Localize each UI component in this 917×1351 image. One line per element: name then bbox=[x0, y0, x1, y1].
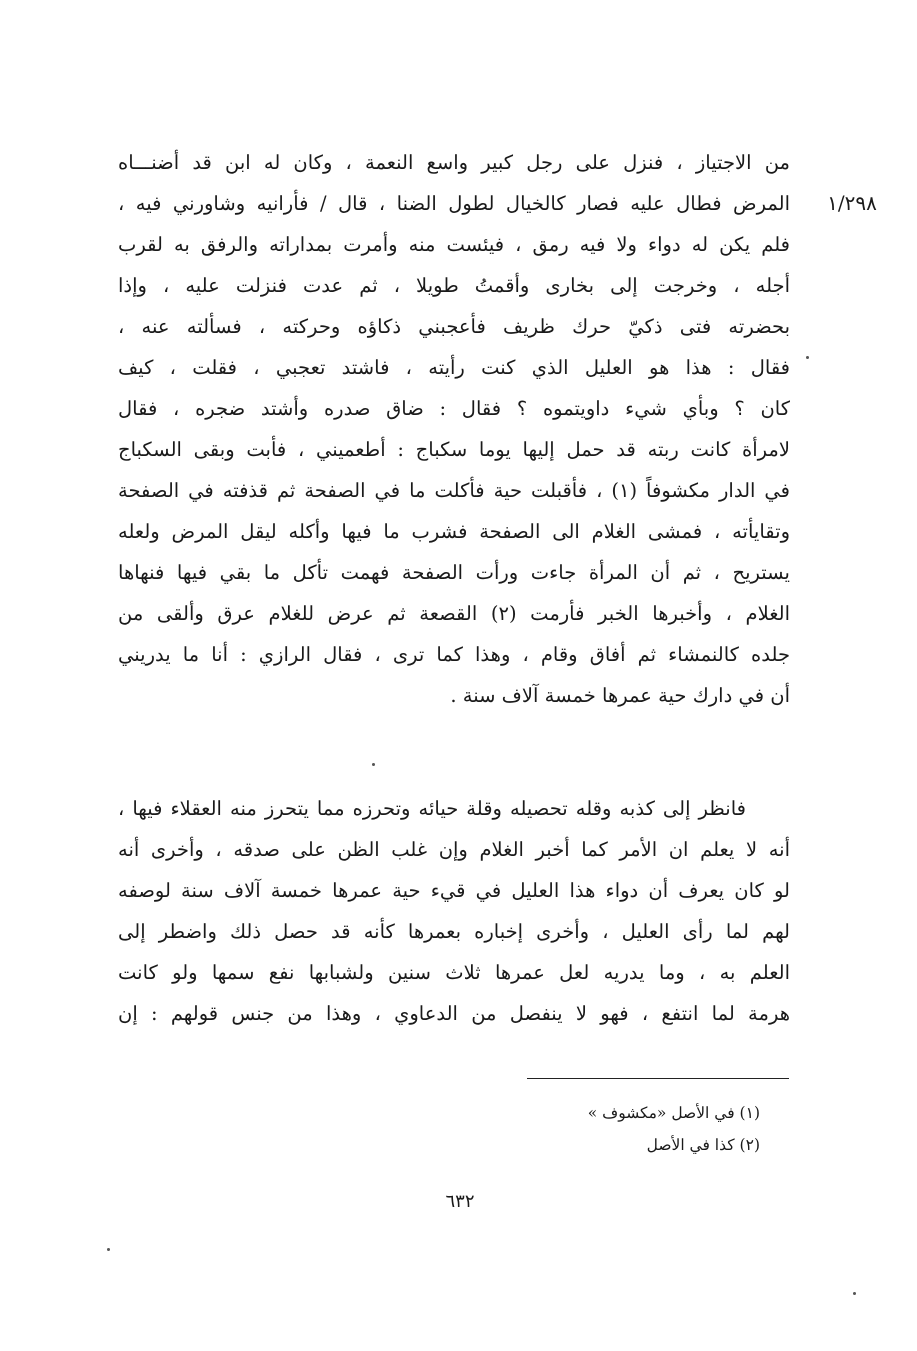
text-line: فانظر إلى كذبه وقله تحصيله وقلة حيائه وتحرزه مما يتحرز منه العقلاء فيها ، bbox=[118, 797, 746, 820]
text-line: الغلام ، وأخبرها الخبر فأرمت (٢) القصعة ثم عرض للغلام عرق وألقى من bbox=[118, 602, 790, 625]
text-line: لامرأة كانت ربته قد حمل إليها يوما سكباج : أطعميني ، فأبت وبقى السكباج bbox=[118, 438, 790, 461]
text-line: أجله ، وخرجت إلى بخارى وأقمتُ طويلا ، ثم عدت فنزلت عليه ، وإذا bbox=[118, 274, 790, 297]
text-line: أنه لا يعلم ان الأمر كما أخبر الغلام وإن غلب الظن على صدقه ، وأخرى أنه bbox=[118, 838, 790, 861]
text-line: يستريح ، ثم أن المرأة جاءت ورأت الصفحة فهمت تأكل ما بقي فيها فنهاها bbox=[118, 561, 790, 584]
paper-speck bbox=[853, 1292, 856, 1295]
paper-speck bbox=[806, 356, 809, 359]
text-line: المرض فطال عليه فصار كالخيال لطول الضنا ، قال / فأرانيه وشاورني فيه ، bbox=[118, 192, 790, 215]
paragraph-1 bbox=[118, 142, 790, 716]
text-line: أن في دارك حية عمرها خمسة آلاف سنة . bbox=[450, 684, 790, 707]
text-line: في الدار مكشوفاً (١) ، فأقبلت حية فأكلت ما في الصفحة ثم قذفته في الصفحة bbox=[118, 479, 790, 502]
footnote-2: (٢) كذا في الأصل bbox=[646, 1136, 760, 1154]
text-line: فلم يكن له دواء ولا فيه رمق ، فيئست منه وأمرت بمداراته والرفق به لقرب bbox=[118, 233, 790, 256]
text-line: من الاجتياز ، فنزل على رجل كبير واسع النعمة ، وكان له ابن قد أضنـــاه bbox=[118, 151, 790, 174]
footnotes bbox=[430, 1097, 760, 1161]
text-line: لو كان يعرف أن دواء هذا العليل في قيء حية عمرها خمسة آلاف سنة لوصفه bbox=[118, 879, 790, 902]
footnote-separator bbox=[527, 1078, 789, 1079]
text-line: جلده كالنمشاء ثم أفاق وقام ، وهذا كما ترى ، فقال الرازي : أنا ما يدريني bbox=[118, 643, 790, 666]
text-line: كان ؟ وبأي شيء داويتموه ؟ فقال : ضاق صدره وأشتد ضجره ، فقال bbox=[118, 397, 790, 420]
paper-speck bbox=[372, 763, 375, 766]
footnote-1: (١) في الأصل «مكشوف » bbox=[587, 1104, 760, 1122]
text-line: هرمة لما انتفع ، فهو لا ينفصل من الدعاوي ، وهذا من جنس قولهم : إن bbox=[118, 1002, 790, 1025]
text-line: فقال : هذا هو العليل الذي كنت رأيته ، فاشتد تعجبي ، فقلت ، كيف bbox=[118, 356, 790, 379]
margin-folio-reference: ١/٢٩٨ bbox=[827, 191, 877, 215]
page-number: ٦٣٢ bbox=[445, 1191, 475, 1212]
text-line: وتقايأته ، فمشى الغلام الى الصفحة فشرب ما فيها وأكله ليقل المرض ولعله bbox=[118, 520, 790, 543]
text-line: العلم به ، وما يدريه لعل عمرها ثلاث سنين ولشبابها نفع سمها ولو كانت bbox=[118, 961, 790, 984]
text-line: لهم لما رأى العليل ، وأخرى إخباره بعمرها كأنه قد حصل ذلك واضطر إلى bbox=[118, 920, 790, 943]
paper-speck bbox=[107, 1248, 110, 1251]
text-line: بحضرته فتى ذكيّ حرك ظريف فأعجبني ذكاؤه وحركته ، فسألته عنه ، bbox=[118, 315, 790, 338]
paragraph-2 bbox=[118, 788, 790, 1034]
